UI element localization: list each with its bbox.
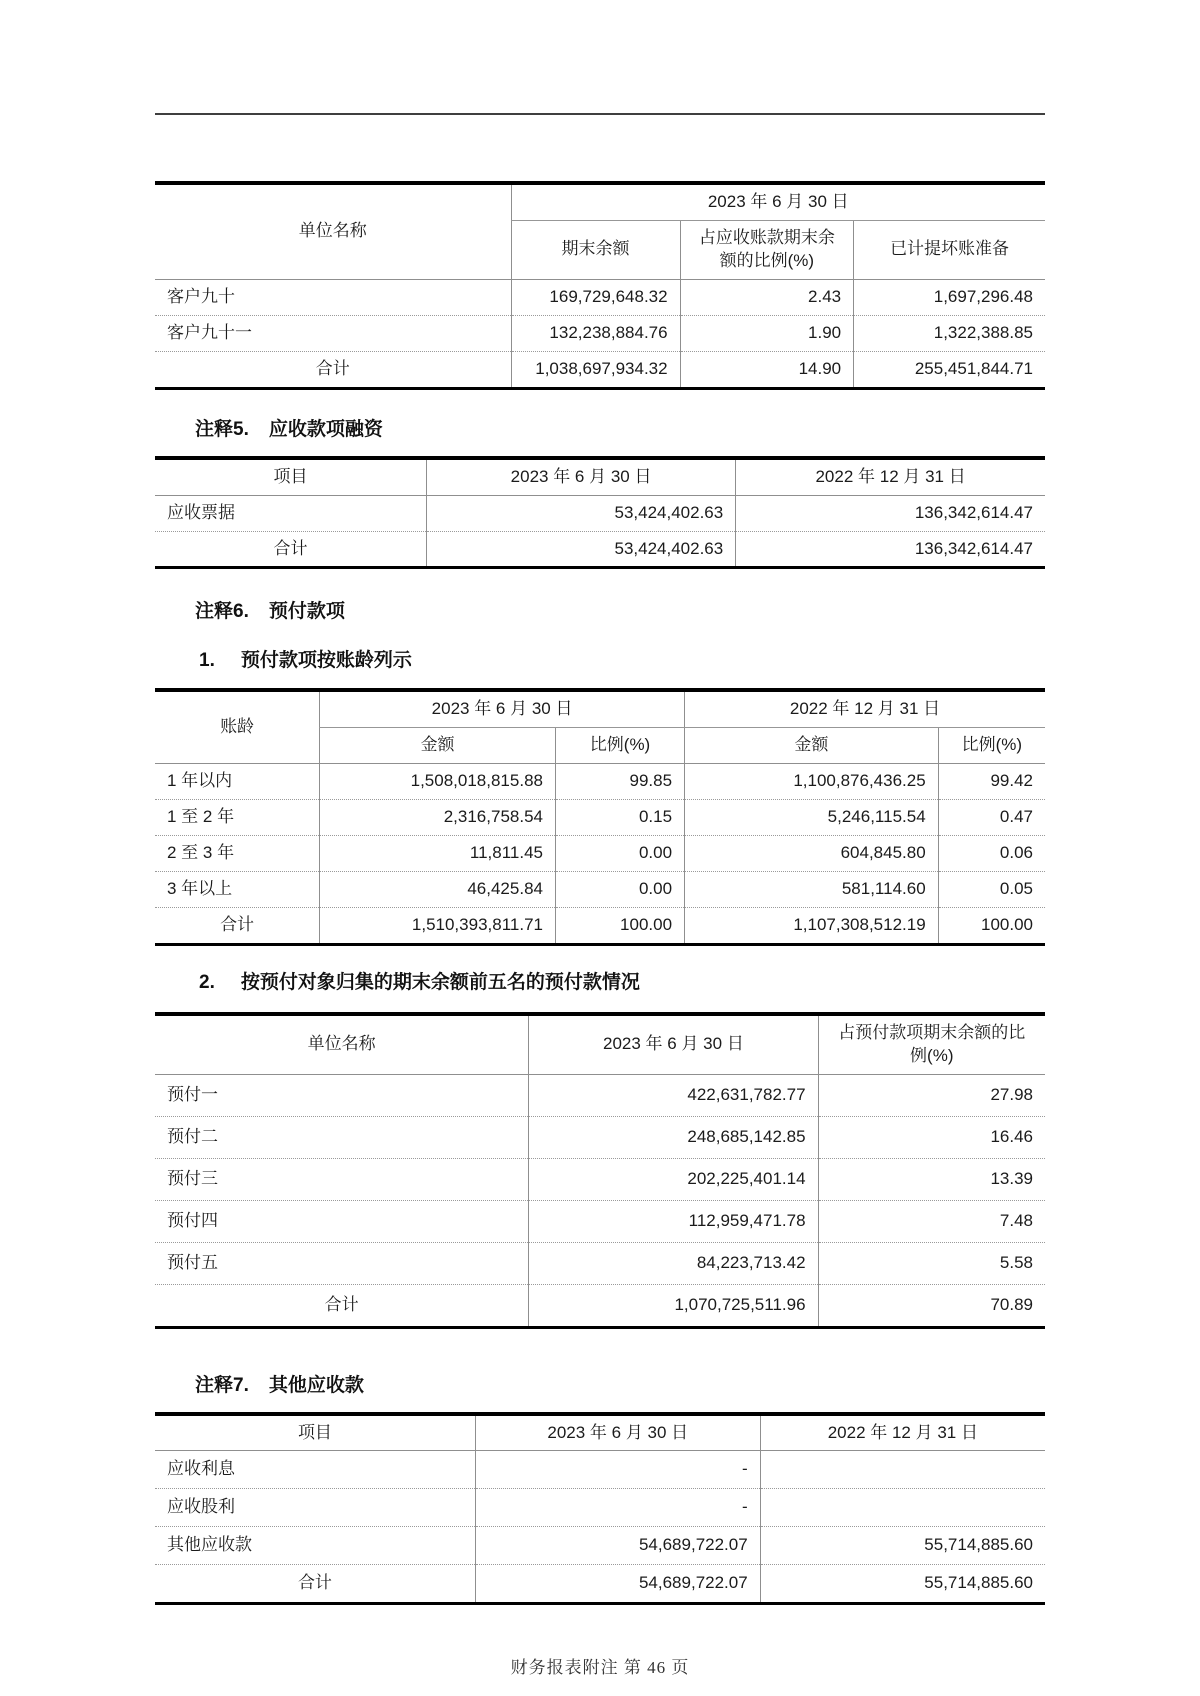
total-2022-cell: 136,342,614.47 <box>736 531 1045 568</box>
total-balance-cell: 1,038,697,934.32 <box>511 351 680 388</box>
ratio-cell: 13.39 <box>818 1158 1045 1200</box>
column-header-amount-2023: 金额 <box>320 728 556 764</box>
column-header-age: 账龄 <box>155 690 320 763</box>
total-ratio-cell: 14.90 <box>680 351 854 388</box>
section2-title: 按预付对象归集的期末余额前五名的预付款情况 <box>240 972 640 993</box>
balance-cell: 132,238,884.76 <box>511 315 680 351</box>
column-header-2023: 2023 年 6 月 30 日 <box>529 1014 818 1074</box>
column-header-amount-2022: 金额 <box>685 728 939 764</box>
ratio-cell: 27.98 <box>818 1074 1045 1116</box>
ratio-cell: 1.90 <box>680 315 854 351</box>
other-receivables-table <box>155 1412 1045 1606</box>
total-row <box>155 351 1045 388</box>
note5-label: 注释5. <box>195 418 249 440</box>
entity-cell: 预付四 <box>155 1200 529 1242</box>
ratio-cell: 7.48 <box>818 1200 1045 1242</box>
total-ratio-2022-cell: 100.00 <box>938 908 1045 945</box>
table-row <box>155 1489 1045 1527</box>
item-cell: 应收利息 <box>155 1451 475 1489</box>
table-row <box>155 495 1045 531</box>
ratio-2022-cell: 99.42 <box>938 764 1045 800</box>
total-label: 合计 <box>155 1565 475 1604</box>
column-header-bad-debt: 已计提坏账准备 <box>854 220 1045 279</box>
total-label: 合计 <box>155 1284 529 1327</box>
age-cell: 1 至 2 年 <box>155 800 320 836</box>
total-amount-2022-cell: 1,107,308,512.19 <box>685 908 939 945</box>
table-row <box>155 836 1045 872</box>
receivables-financing-table <box>155 456 1045 570</box>
prepayments-aging-table <box>155 688 1045 946</box>
total-2022-cell: 55,714,885.60 <box>760 1565 1045 1604</box>
age-cell: 2 至 3 年 <box>155 836 320 872</box>
column-header-entity: 单位名称 <box>155 1014 529 1074</box>
table-header-row <box>155 1014 1045 1074</box>
ratio-2023-cell: 0.00 <box>555 872 684 908</box>
header-rule <box>155 113 1045 115</box>
bad-debt-cell: 1,697,296.48 <box>854 279 1045 315</box>
total-label: 合计 <box>155 908 320 945</box>
table-row <box>155 800 1045 836</box>
total-2023-cell: 54,689,722.07 <box>475 1565 760 1604</box>
entity-cell: 预付一 <box>155 1074 529 1116</box>
note7-heading <box>195 1373 1045 1399</box>
value-2022-cell: 136,342,614.47 <box>736 495 1045 531</box>
total-label: 合计 <box>155 531 426 568</box>
note6-label: 注释6. <box>195 601 249 623</box>
column-header-ending-balance: 期末余额 <box>511 220 680 279</box>
table-row <box>155 1158 1045 1200</box>
ratio-2023-cell: 0.00 <box>555 836 684 872</box>
table-row <box>155 1242 1045 1284</box>
column-header-ratio-2022: 比例(%) <box>938 728 1045 764</box>
ratio-cell: 2.43 <box>680 279 854 315</box>
note5-title: 应收款项融资 <box>268 418 383 440</box>
note5-heading <box>195 417 1045 443</box>
balance-cell: 169,729,648.32 <box>511 279 680 315</box>
ratio-cell: 16.46 <box>818 1116 1045 1158</box>
note7-title: 其他应收款 <box>268 1374 364 1396</box>
table-row <box>155 764 1045 800</box>
note7-label: 注释7. <box>195 1374 249 1396</box>
column-header-item: 项目 <box>155 1414 475 1451</box>
value-2023-cell: 53,424,402.63 <box>426 495 735 531</box>
column-header-2023: 2023 年 6 月 30 日 <box>475 1414 760 1451</box>
entity-cell: 客户九十一 <box>155 315 511 351</box>
entity-cell: 客户九十 <box>155 279 511 315</box>
document-page <box>155 0 1045 1678</box>
item-cell: 应收股利 <box>155 1489 475 1527</box>
value-2022-cell <box>760 1489 1045 1527</box>
total-row <box>155 531 1045 568</box>
section1-title: 预付款项按账龄列示 <box>240 650 412 672</box>
amount-2023-cell: 11,811.45 <box>320 836 556 872</box>
value-2022-cell: 55,714,885.60 <box>760 1527 1045 1565</box>
customers-table <box>155 181 1045 390</box>
amount-cell: 422,631,782.77 <box>529 1074 818 1116</box>
amount-2022-cell: 5,246,115.54 <box>685 800 939 836</box>
column-header-2023: 2023 年 6 月 30 日 <box>426 458 735 495</box>
value-2022-cell <box>760 1451 1045 1489</box>
item-cell: 其他应收款 <box>155 1527 475 1565</box>
entity-cell: 预付三 <box>155 1158 529 1200</box>
column-group-2023: 2023 年 6 月 30 日 <box>511 183 1045 220</box>
table-header-row <box>155 458 1045 495</box>
ratio-2022-cell: 0.06 <box>938 836 1045 872</box>
entity-cell: 预付二 <box>155 1116 529 1158</box>
table-row <box>155 1116 1045 1158</box>
value-2023-cell: - <box>475 1489 760 1527</box>
table-row <box>155 1527 1045 1565</box>
total-amount-2023-cell: 1,510,393,811.71 <box>320 908 556 945</box>
section1-number: 1. <box>199 650 215 672</box>
amount-cell: 202,225,401.14 <box>529 1158 818 1200</box>
note6-section2-heading <box>199 970 1045 996</box>
ratio-2022-cell: 0.05 <box>938 872 1045 908</box>
table-row <box>155 279 1045 315</box>
column-header-ratio: 占应收账款期末余额的比例(%) <box>680 220 854 279</box>
note6-heading <box>195 599 1045 625</box>
value-2023-cell: 54,689,722.07 <box>475 1527 760 1565</box>
table-row <box>155 1451 1045 1489</box>
column-header-2022: 2022 年 12 月 31 日 <box>760 1414 1045 1451</box>
column-header-ratio-2023: 比例(%) <box>555 728 684 764</box>
amount-cell: 248,685,142.85 <box>529 1116 818 1158</box>
total-amount-cell: 1,070,725,511.96 <box>529 1284 818 1327</box>
prepayments-top5-table <box>155 1012 1045 1329</box>
ratio-2023-cell: 0.15 <box>555 800 684 836</box>
column-group-2023: 2023 年 6 月 30 日 <box>320 690 685 727</box>
total-2023-cell: 53,424,402.63 <box>426 531 735 568</box>
column-header-ratio: 占预付款项期末余额的比例(%) <box>818 1014 1045 1074</box>
section2-number: 2. <box>199 972 215 993</box>
total-row <box>155 1284 1045 1327</box>
total-ratio-cell: 70.89 <box>818 1284 1045 1327</box>
table-row <box>155 1200 1045 1242</box>
page-footer: 财务报表附注 第 46 页 <box>510 1658 690 1678</box>
column-header-entity: 单位名称 <box>155 183 511 279</box>
table-group-header-row <box>155 690 1045 727</box>
age-cell: 3 年以上 <box>155 872 320 908</box>
age-cell: 1 年以内 <box>155 764 320 800</box>
note6-section1-heading <box>199 648 1045 674</box>
table-row <box>155 872 1045 908</box>
amount-2023-cell: 2,316,758.54 <box>320 800 556 836</box>
amount-2023-cell: 1,508,018,815.88 <box>320 764 556 800</box>
ratio-2022-cell: 0.47 <box>938 800 1045 836</box>
total-label: 合计 <box>155 351 511 388</box>
bad-debt-cell: 1,322,388.85 <box>854 315 1045 351</box>
table-group-header-row <box>155 183 1045 220</box>
ratio-cell: 5.58 <box>818 1242 1045 1284</box>
entity-cell: 预付五 <box>155 1242 529 1284</box>
amount-2022-cell: 581,114.60 <box>685 872 939 908</box>
table-row <box>155 315 1045 351</box>
column-group-2022: 2022 年 12 月 31 日 <box>685 690 1045 727</box>
amount-cell: 112,959,471.78 <box>529 1200 818 1242</box>
table-header-row <box>155 1414 1045 1451</box>
total-bad-debt-cell: 255,451,844.71 <box>854 351 1045 388</box>
column-header-2022: 2022 年 12 月 31 日 <box>736 458 1045 495</box>
note6-title: 预付款项 <box>268 601 345 623</box>
total-ratio-2023-cell: 100.00 <box>555 908 684 945</box>
ratio-2023-cell: 99.85 <box>555 764 684 800</box>
table-row <box>155 1074 1045 1116</box>
amount-2023-cell: 46,425.84 <box>320 872 556 908</box>
value-2023-cell: - <box>475 1451 760 1489</box>
amount-2022-cell: 1,100,876,436.25 <box>685 764 939 800</box>
total-row <box>155 908 1045 945</box>
item-cell: 应收票据 <box>155 495 426 531</box>
column-header-item: 项目 <box>155 458 426 495</box>
amount-2022-cell: 604,845.80 <box>685 836 939 872</box>
amount-cell: 84,223,713.42 <box>529 1242 818 1284</box>
total-row <box>155 1565 1045 1604</box>
